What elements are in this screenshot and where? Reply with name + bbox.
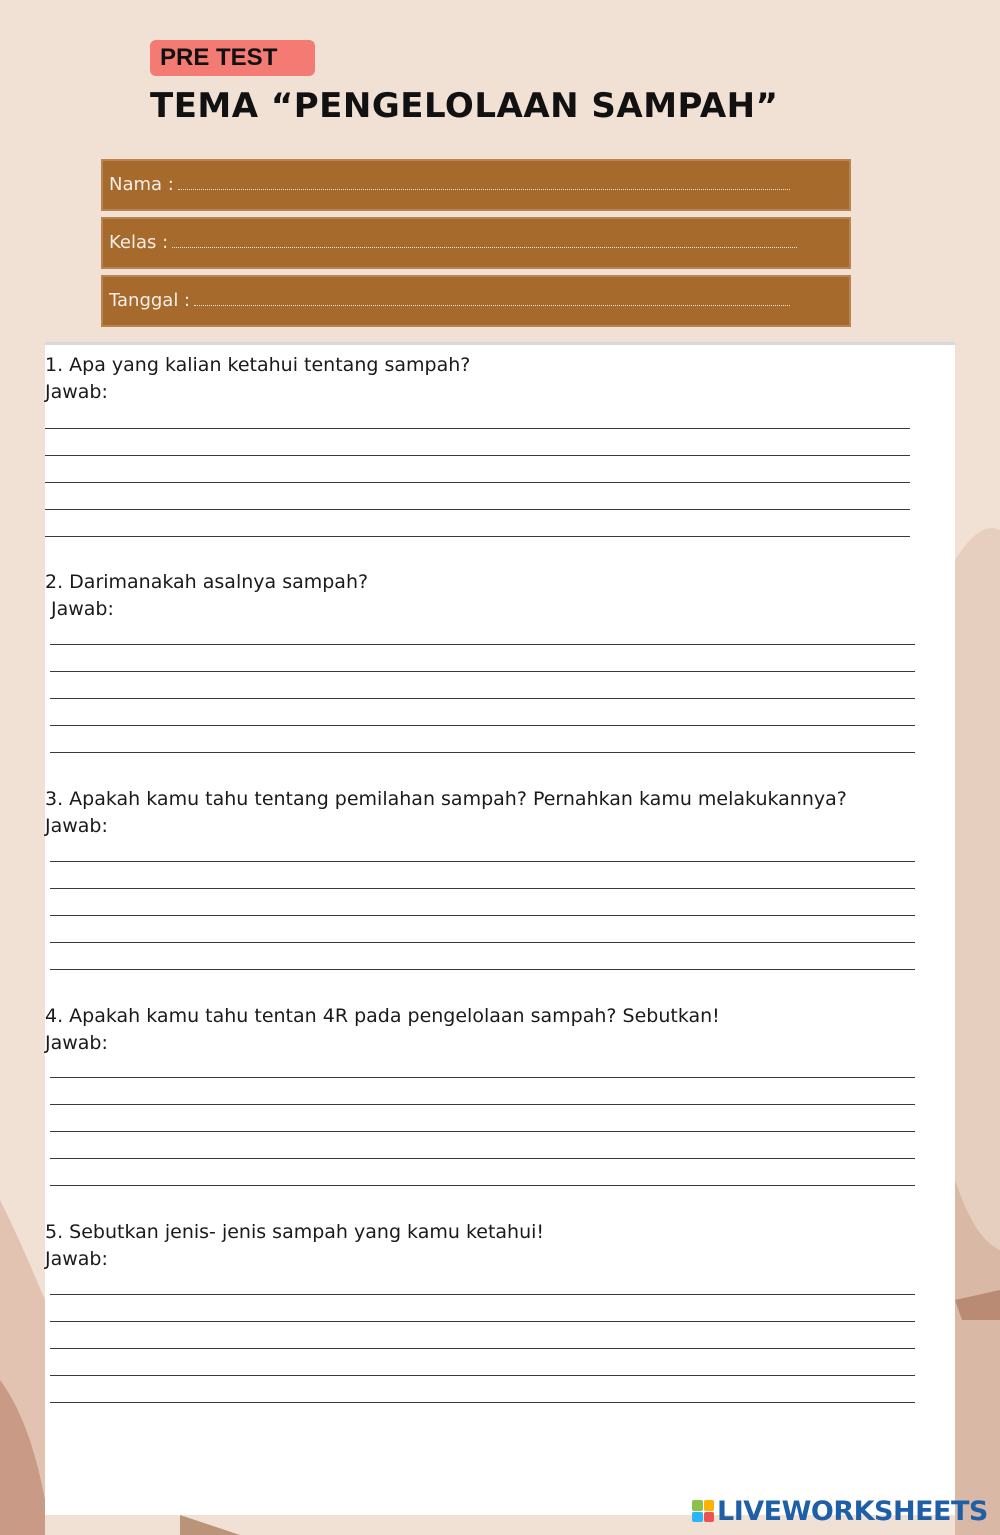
question-4-answer-line[interactable] [50,1185,915,1186]
question-5-text: 5. Sebutkan jenis- jenis sampah yang kamu ketahui! [45,1221,545,1243]
question-2-answer-line[interactable] [50,644,915,645]
question-1-text: 1. Apa yang kalian ketahui tentang sampah? [45,354,471,376]
question-2-text: 2. Darimanakah asalnya sampah? [45,571,369,593]
liveworksheets-logo-icon [692,1500,714,1522]
class-field[interactable] [101,217,851,269]
question-2-answer-label: Jawab: [51,598,114,620]
question-1-answer-line[interactable] [45,428,910,429]
question-1-answer-label: Jawab: [45,381,108,403]
question-1-answer-line[interactable] [45,509,910,510]
question-4-answer-line[interactable] [50,1158,915,1159]
question-3-text: 3. Apakah kamu tahu tentang pemilahan sampah? Pernahkan kamu melakukannya? [45,788,847,810]
worksheet-sheet [45,342,955,1515]
question-5-answer-line[interactable] [50,1402,915,1403]
name-field[interactable] [101,159,851,211]
liveworksheets-logo-text: LIVEWORKSHEETS [717,1495,988,1527]
question-1-answer-line[interactable] [45,455,910,456]
question-5-answer-line[interactable] [50,1348,915,1349]
question-1-answer-line[interactable] [45,482,910,483]
question-3-answer-label: Jawab: [45,815,108,837]
name-field-label: Nama : [109,174,174,195]
question-5-answer-line[interactable] [50,1294,915,1295]
question-4-answer-label: Jawab: [45,1032,108,1054]
question-3-answer-line[interactable] [50,888,915,889]
question-2-answer-line[interactable] [50,752,915,753]
question-5-answer-line[interactable] [50,1321,915,1322]
question-4-answer-line[interactable] [50,1104,915,1105]
liveworksheets-brand[interactable] [692,1494,988,1528]
question-3-answer-line[interactable] [50,942,915,943]
class-field-label: Kelas : [109,232,169,253]
question-3-answer-line[interactable] [50,969,915,970]
question-3-answer-line[interactable] [50,861,915,862]
page-title: TEMA “PENGELOLAAN SAMPAH” [150,86,779,126]
date-field-label: Tanggal : [109,290,191,311]
question-4-text: 4. Apakah kamu tahu tentan 4R pada pengelolaan sampah? Sebutkan! [45,1005,720,1027]
question-5-answer-label: Jawab: [45,1248,108,1270]
name-field-dotted-line [178,188,790,190]
question-2-answer-line[interactable] [50,671,915,672]
pre-test-badge: PRE TEST [150,40,315,76]
date-field-dotted-line [194,304,790,306]
question-4-answer-line[interactable] [50,1131,915,1132]
question-1-answer-line[interactable] [45,536,910,537]
question-2-answer-line[interactable] [50,725,915,726]
date-field[interactable] [101,275,851,327]
question-4-answer-line[interactable] [50,1077,915,1078]
question-5-answer-line[interactable] [50,1375,915,1376]
question-2-answer-line[interactable] [50,698,915,699]
question-3-answer-line[interactable] [50,915,915,916]
class-field-dotted-line [172,246,797,248]
